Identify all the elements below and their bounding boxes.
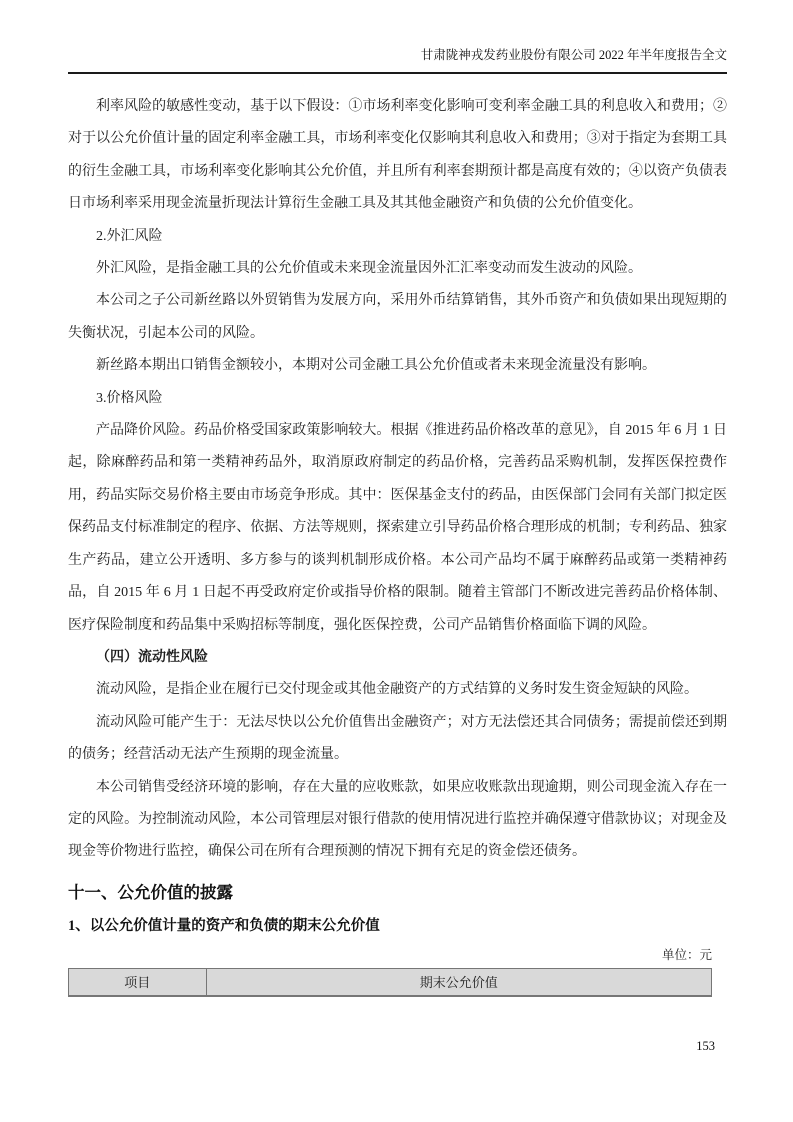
subsection-heading-fair-value-measurement: 1、以公允价值计量的资产和负债的期末公允价值 [68,917,380,934]
paragraph-subsidiary-fx-exposure: 本公司之子公司新丝路以外贸销售为发展方向，采用外币结算销售，其外币资产和负债如果出现短期的失衡状况，引起本公司的风险。 [68,293,727,341]
column-header-closing-fair-value: 期末公允价值 [206,968,711,996]
paragraph-export-sales-impact: 新丝路本期出口销售金额较小，本期对公司金融工具公允价值或者未来现金流量没有影响。 [96,358,656,374]
paragraph-fx-risk-definition: 外汇风险，是指金融工具的公允价值或未来现金流量因外汇汇率变动而发生波动的风险。 [96,261,642,277]
report-header-title: 甘肃陇神戎发药业股份有限公司 2022 年半年度报告全文 [420,48,727,62]
fair-value-table-block [68,946,712,997]
fair-value-table [68,968,712,997]
item-heading-fx-risk: 2.外汇风险 [96,228,163,244]
paragraph-price-risk-detail: 产品降价风险。药品价格受国家政策影响较大。根据《推进药品价格改革的意见》，自 2015 年 6 月 1 日起，除麻醉药品和第一类精神药品外，取消原政府制定的药品价格，完善药品采购机制，发挥医保控费作用，药品实际交易价格主要由市场竞争形成。其中：医保基金支付的药品，由医保部门会同有关部门拟定医保药品支付标准制定的程序、依据、方法等规则，探索建立引导药品价格合理形成的机制；专利药品、独家生产药品，建立公开透明、多方参与的谈判机制形成价格。本公司产品均不属于麻醉药品或第一类精神药品，自 2015 年 6 月 1 日起不再受政府定价或指导价格的限制。随着主管部门不断改进完善药品价格体制、医疗保险制度和药品集中采购招标等制度，强化医保控费，公司产品销售价格面临下调的风险。 [68,423,727,633]
section-heading-fair-value-disclosure: 十一、公允价值的披露 [68,882,233,902]
paragraph-liquidity-risk-control: 本公司销售受经济环境的影响，存在大量的应收账款，如果应收账款出现逾期，则公司现金流入存在一定的风险。为控制流动风险，本公司管理层对银行借款的使用情况进行监控并确保遵守借款协议；对现金及现金等价物进行监控，确保公司在所有合理预测的情况下拥有充足的资金偿还债务。 [68,779,727,860]
page-number: 153 [696,1039,715,1053]
page-header [0,0,793,74]
paragraph-liquidity-risk-definition: 流动风险，是指企业在履行已交付现金或其他金融资产的方式结算的义务时发生资金短缺的风险。 [96,682,698,698]
table-header-row [69,968,712,996]
page-content [68,74,727,997]
item-heading-price-risk: 3.价格风险 [96,390,163,406]
unit-label: 单位：元 [661,947,712,962]
paragraph-interest-rate-assumptions: 利率风险的敏感性变动，基于以下假设：①市场利率变化影响可变利率金融工具的利息收入和费用；②对于以公允价值计量的固定利率金融工具，市场利率变化仅影响其利息收入和费用；③对于指定为套期工具的衍生金融工具，市场利率变化影响其公允价值，并且所有利率套期预计都是高度有效的；④以资产负债表日市场利率采用现金流量折现法计算衍生金融工具及其其他金融资产和负债的公允价值变化。 [68,99,727,212]
paragraph-liquidity-risk-sources: 流动风险可能产生于：无法尽快以公允价值售出金融资产；对方无法偿还其合同债务；需提前偿还到期的债务；经营活动无法产生预期的现金流量。 [68,714,727,763]
column-header-item: 项目 [69,968,207,996]
subsection-heading-liquidity-risk: （四）流动性风险 [96,649,208,665]
